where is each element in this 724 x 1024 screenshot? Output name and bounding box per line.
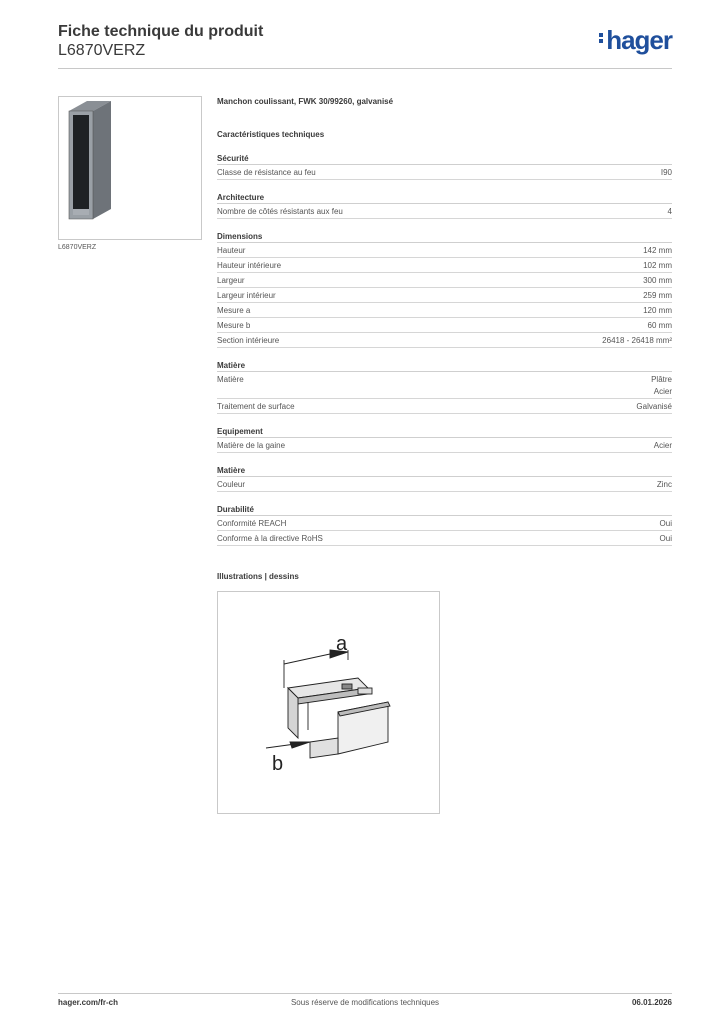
row-label: Traitement de surface xyxy=(217,402,295,411)
table-row xyxy=(217,303,672,318)
table-row xyxy=(217,318,672,333)
frame-product-icon xyxy=(59,97,201,239)
row-label: Mesure a xyxy=(217,306,251,315)
row-label: Largeur intérieur xyxy=(217,291,276,300)
row-label: Section intérieure xyxy=(217,336,280,345)
group-title: Dimensions xyxy=(217,231,672,243)
spec-group-equipement xyxy=(217,426,672,453)
row-value: Galvanisé xyxy=(636,402,672,411)
document-title: Fiche technique du produit xyxy=(58,23,264,40)
row-label: Hauteur xyxy=(217,246,246,255)
illustrations-heading: Illustrations | dessins xyxy=(217,572,299,581)
page-header xyxy=(58,22,672,70)
product-reference: L6870VERZ xyxy=(58,42,146,59)
table-row xyxy=(217,516,672,531)
table-row xyxy=(217,372,672,399)
table-row xyxy=(217,273,672,288)
row-value: 60 mm xyxy=(647,321,672,330)
table-row xyxy=(217,288,672,303)
row-value: 259 mm xyxy=(643,291,672,300)
row-value: 142 mm xyxy=(643,246,672,255)
spec-group-securite xyxy=(217,153,672,180)
table-row xyxy=(217,165,672,180)
group-title: Architecture xyxy=(217,192,672,204)
row-label: Matière xyxy=(217,375,244,384)
row-value: 4 xyxy=(667,207,672,216)
group-title: Equipement xyxy=(217,426,672,438)
row-value-line: Plâtre xyxy=(651,375,672,384)
product-image xyxy=(58,96,202,240)
row-value-line: Acier xyxy=(653,387,672,396)
label-b: b xyxy=(272,753,284,775)
sleeve-drawing-icon xyxy=(218,592,439,813)
table-row xyxy=(217,438,672,453)
row-label: Largeur xyxy=(217,276,245,285)
spec-group-dimensions xyxy=(217,231,672,348)
logo-text: hager xyxy=(606,25,672,55)
hager-logo xyxy=(599,26,672,54)
table-row xyxy=(217,258,672,273)
row-label: Nombre de côtés résistants aux feu xyxy=(217,207,343,216)
row-label: Conforme à la directive RoHS xyxy=(217,534,323,543)
logo-dots-icon xyxy=(599,31,604,45)
row-value xyxy=(651,374,672,398)
footer-disclaimer: Sous réserve de modifications techniques xyxy=(290,998,440,1007)
group-title: Matière xyxy=(217,465,672,477)
table-row xyxy=(217,399,672,414)
group-title: Matière xyxy=(217,360,672,372)
table-row xyxy=(217,477,672,492)
row-value: Oui xyxy=(659,519,672,528)
row-label: Matière de la gaine xyxy=(217,441,286,450)
row-value: I90 xyxy=(660,168,672,177)
footer-date: 06.01.2026 xyxy=(631,998,672,1007)
row-label: Couleur xyxy=(217,480,246,489)
header-divider xyxy=(58,68,672,69)
product-name: Manchon coulissant, FWK 30/99260, galvanisé xyxy=(217,97,394,106)
image-caption: L6870VERZ xyxy=(58,244,97,251)
row-label: Mesure b xyxy=(217,321,251,330)
page-footer xyxy=(58,998,672,1010)
row-label: Classe de résistance au feu xyxy=(217,168,316,177)
row-value: 26418 - 26418 mm² xyxy=(602,336,672,345)
table-row xyxy=(217,531,672,546)
spec-group-matiere xyxy=(217,360,672,414)
group-title: Sécurité xyxy=(217,153,672,165)
specifications xyxy=(217,96,672,814)
row-value: 300 mm xyxy=(643,276,672,285)
row-label: Conformité REACH xyxy=(217,519,287,528)
footer-divider xyxy=(58,993,672,994)
spec-group-architecture xyxy=(217,192,672,219)
footer-website[interactable]: hager.com/fr-ch xyxy=(58,998,119,1007)
group-title: Durabilité xyxy=(217,504,672,516)
table-row xyxy=(217,204,672,219)
spec-group-matiere-couleur xyxy=(217,465,672,492)
row-value: Oui xyxy=(659,534,672,543)
label-a: a xyxy=(336,633,348,655)
row-value: Zinc xyxy=(656,480,672,489)
row-value: 120 mm xyxy=(643,306,672,315)
spec-group-durabilite xyxy=(217,504,672,546)
row-value: Acier xyxy=(653,441,672,450)
table-row xyxy=(217,243,672,258)
row-label: Hauteur intérieure xyxy=(217,261,282,270)
dimension-drawing xyxy=(217,591,440,814)
row-value: 102 mm xyxy=(643,261,672,270)
characteristics-heading: Caractéristiques techniques xyxy=(217,130,325,139)
table-row xyxy=(217,333,672,348)
